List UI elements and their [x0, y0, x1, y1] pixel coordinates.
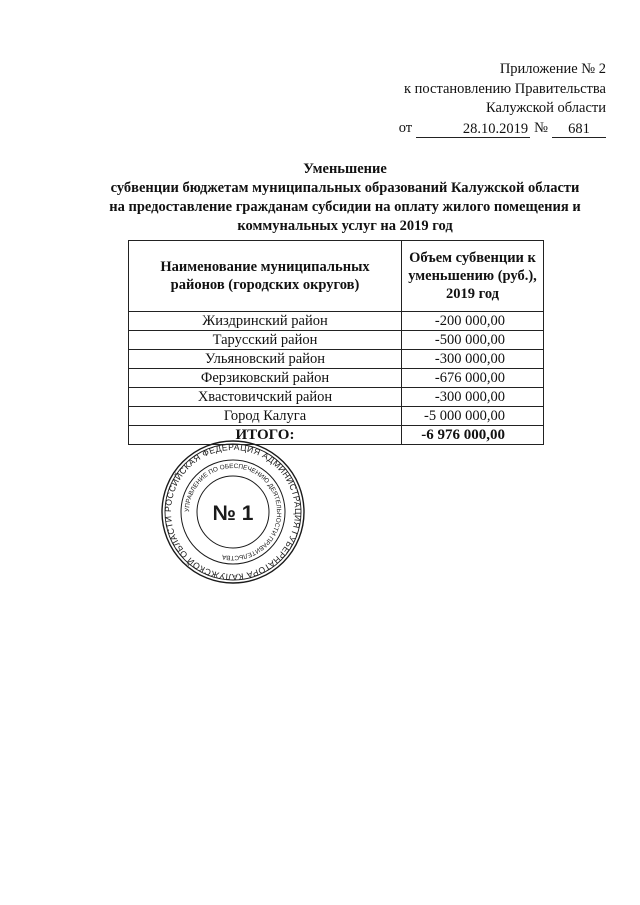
decree-date: 28.10.2019: [416, 122, 530, 138]
table-row: [129, 407, 544, 426]
annex-date-number-line: [399, 119, 606, 139]
table-row: [129, 331, 544, 350]
from-label: от: [398, 119, 413, 136]
column-header-amount: Объем субвенции к уменьшению (руб.), 2019 год: [402, 241, 544, 312]
stamp-number: № 1: [212, 502, 254, 525]
number-label: №: [534, 119, 548, 136]
total-value: -6 976 000,00: [402, 426, 544, 445]
table-row: [129, 312, 544, 331]
row-name: Город Калуга: [129, 407, 402, 426]
column-header-municipality: Наименование муниципальных районов (городских округов): [129, 241, 402, 312]
stamp-outer-text: РОССИЙСКАЯ ФЕДЕРАЦИЯ АДМИНИСТРАЦИЯ ГУБЕРНАТОРА КАЛУЖСКОЙ ОБЛАСТИ: [162, 441, 304, 583]
subvention-table: [128, 240, 544, 445]
row-value: -676 000,00: [402, 369, 544, 388]
table-row: [129, 388, 544, 407]
title-line-4: коммунальных услуг на 2019 год: [237, 218, 453, 234]
table-header-row: [129, 241, 544, 312]
row-name: Тарусский район: [129, 331, 402, 350]
document-title: [60, 160, 630, 236]
annex-line-3: Калужской области: [486, 100, 606, 116]
row-value: -5 000 000,00: [402, 407, 544, 426]
row-name: Ульяновский район: [129, 350, 402, 369]
title-line-2: субвенции бюджетам муниципальных образований Калужской области: [110, 180, 580, 196]
total-label: ИТОГО:: [129, 426, 402, 445]
decree-number: 681: [552, 122, 606, 138]
table-row: [129, 350, 544, 369]
stamp-inner-text: УПРАВЛЕНИЕ ПО ОБЕСПЕЧЕНИЮ ДЕЯТЕЛЬНОСТИ ПРАВИТЕЛЬСТВА: [183, 462, 283, 562]
row-name: Ферзиковский район: [129, 369, 402, 388]
annex-header: [399, 60, 606, 138]
official-stamp: [158, 440, 308, 585]
row-value: -200 000,00: [402, 312, 544, 331]
annex-title: Приложение № 2: [499, 61, 606, 77]
table-row: [129, 369, 544, 388]
row-value: -300 000,00: [402, 350, 544, 369]
row-name: Хвастовичский район: [129, 388, 402, 407]
title-line-3: на предоставление гражданам субсидии на оплату жилого помещения и: [109, 199, 581, 215]
row-value: -500 000,00: [402, 331, 544, 350]
row-value: -300 000,00: [402, 388, 544, 407]
title-line-1: Уменьшение: [303, 161, 387, 177]
row-name: Жиздринский район: [129, 312, 402, 331]
annex-line-2: к постановлению Правительства: [404, 80, 606, 97]
